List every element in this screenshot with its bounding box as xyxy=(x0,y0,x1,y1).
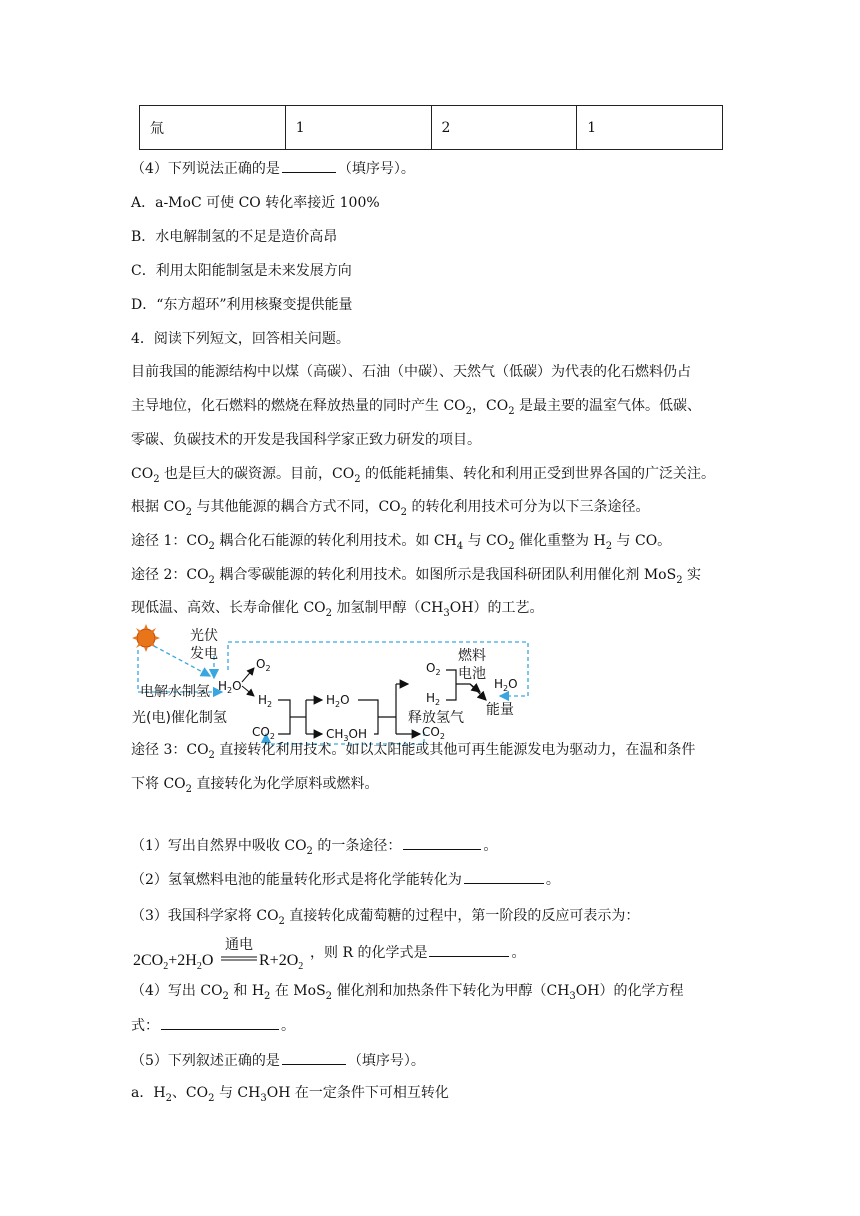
text: 加氢制甲醇（CH xyxy=(332,600,444,616)
text: 催化剂和加热条件下转化为甲醇（CH xyxy=(332,983,570,999)
subscript: 2 xyxy=(400,506,408,518)
subscript: 2 xyxy=(508,540,515,552)
pv-label: 光伏 xyxy=(190,628,218,644)
question-1 xyxy=(131,835,497,862)
route-1 xyxy=(131,531,671,557)
table-cell: 1 xyxy=(577,106,723,150)
text: 和 H xyxy=(228,983,265,999)
text: 、CO xyxy=(171,1085,209,1101)
route-2-line1 xyxy=(131,565,701,591)
subscript: 2 xyxy=(185,783,193,795)
answer-blank[interactable] xyxy=(403,835,481,850)
subscript: 2 xyxy=(222,990,229,1002)
text: （填序号）。 xyxy=(337,161,415,177)
text: 的转化利用技术可分为以下三条途径。 xyxy=(407,499,650,515)
subscript: 2 xyxy=(605,540,613,552)
text: 也是巨大的碳资源。目前，CO xyxy=(159,466,355,482)
text: 直接转化为化学原料或燃料。 xyxy=(192,776,379,792)
problem-4-title: 4．阅读下列短文，回答相关问题。 xyxy=(131,331,350,347)
text: 根据 CO xyxy=(131,499,186,515)
question-5 xyxy=(131,1050,425,1071)
text: 与 CH xyxy=(214,1085,261,1101)
question-2 xyxy=(131,869,560,890)
answer-blank[interactable] xyxy=(282,1050,346,1065)
option-a: A．a-MoC 可使 CO 转化率接近 100% xyxy=(131,195,380,211)
subscript: 2 xyxy=(465,405,473,417)
text: 。 xyxy=(281,1018,295,1034)
text: 途径 3：CO xyxy=(131,742,209,758)
para1-line2 xyxy=(131,396,701,422)
question-4-line2 xyxy=(131,1015,295,1036)
route-3-line2 xyxy=(131,774,378,800)
text: a．H xyxy=(131,1085,166,1101)
subscript: 2 xyxy=(208,1092,215,1104)
subscript: 2 xyxy=(354,473,361,485)
subscript: 2 xyxy=(208,749,215,761)
co2-label: $CO_2$ xyxy=(252,725,275,741)
subscript: 2 xyxy=(208,574,215,586)
fuel-cell-label-2: 电池 xyxy=(458,666,486,682)
text: 途径 1：CO xyxy=(131,533,209,549)
table-cell: 氚 xyxy=(140,106,286,150)
text: 直接转化利用技术。如以太阳能或其他可再生能源发电为驱动力，在温和条件 xyxy=(214,742,696,758)
subscript: 2 xyxy=(185,506,193,518)
answer-blank[interactable] xyxy=(429,942,509,957)
o2-label: $O_2$ xyxy=(256,657,271,673)
text: 。 xyxy=(545,872,560,888)
subscript: 2 xyxy=(508,405,515,417)
question-5-option-a xyxy=(131,1083,449,1109)
text: （3）我国科学家将 CO xyxy=(131,908,279,924)
energy-label: 能量 xyxy=(486,702,514,718)
para2-line1 xyxy=(131,464,715,490)
text: （2）氢氧燃料电池的能量转化形式是将化学能转化为 xyxy=(131,872,462,888)
text: 主导地位，化石燃料的燃烧在释放热量的同时产生 CO xyxy=(131,398,466,414)
text: OH）的工艺。 xyxy=(449,600,544,616)
text: （填序号）。 xyxy=(347,1053,425,1069)
release-h2-label: 释放氢气 xyxy=(408,710,464,726)
text: ，CO xyxy=(472,398,509,414)
subscript: 2 xyxy=(306,845,313,857)
table-cell: 1 xyxy=(285,106,431,150)
h2-label: $H_2$ xyxy=(258,693,273,709)
sun-icon xyxy=(132,624,160,652)
option-c: C．利用太阳能制氢是未来发展方向 xyxy=(131,263,352,279)
electrolysis-label: 电解水制氢 xyxy=(140,684,210,700)
text: 途径 2：CO xyxy=(131,567,209,583)
text: 现低温、高效、长寿命催化 CO xyxy=(131,600,326,616)
route-2-line2 xyxy=(131,598,543,624)
subscript: 2 xyxy=(165,1092,172,1104)
text: 直接转化成葡萄糖的过程中，第一阶段的反应可表示为： xyxy=(284,908,640,924)
text: 与 CO xyxy=(463,533,509,549)
subscript: 3 xyxy=(443,607,450,619)
subscript: 2 xyxy=(325,990,333,1002)
text: OH）的化学方程 xyxy=(575,983,684,999)
q4-stem xyxy=(131,158,415,179)
condition-label: 通电 xyxy=(225,938,253,953)
answer-blank[interactable] xyxy=(464,869,544,884)
equation-right: $R+2O_2$ xyxy=(259,952,304,972)
subscript: 3 xyxy=(260,1092,267,1104)
text: 耦合化石能源的转化利用技术。如 CH xyxy=(214,533,457,549)
h2-right-label: $H_2$ xyxy=(426,691,441,707)
photocatalysis-label: 光(电)催化制氢 xyxy=(132,710,227,726)
option-d: D．“东方超环”利用核聚变提供能量 xyxy=(131,297,353,313)
para1-line3: 零碳、负碳技术的开发是我国科学家正致力研发的项目。 xyxy=(131,432,481,448)
text: （4）写出 CO xyxy=(131,983,223,999)
text: 式： xyxy=(131,1018,159,1034)
option-b: B．水电解制氢的不足是造价高昂 xyxy=(131,229,338,245)
text: 催化重整为 H xyxy=(514,533,606,549)
text: 是最主要的温室气体。低碳、 xyxy=(514,398,702,414)
text: 与 CO。 xyxy=(612,533,672,549)
h2o-label: $H_2O$ xyxy=(218,679,242,695)
subscript: 2 xyxy=(264,990,271,1002)
subscript: 2 xyxy=(208,540,215,552)
subscript: 2 xyxy=(153,473,160,485)
question-4-line1 xyxy=(131,981,683,1007)
text: CO xyxy=(131,466,154,482)
answer-blank[interactable] xyxy=(161,1015,279,1030)
table-cell: 2 xyxy=(431,106,577,150)
table-row xyxy=(140,106,723,150)
text: 的低能耗捕集、转化和利用正受到世界各国的广泛关注。 xyxy=(360,466,716,482)
ch3oh-label: $CH_3OH$ xyxy=(326,727,367,743)
text: 。 xyxy=(483,838,498,854)
question-3-tail xyxy=(310,942,525,963)
para1-line1: 目前我国的能源结构中以煤（高碳）、石油（中碳）、天然气（低碳）为代表的化石燃料仍占 xyxy=(131,364,691,380)
h2o-product-label: $H_2O$ xyxy=(326,693,350,709)
co2-right-label: $CO_2$ xyxy=(422,725,445,741)
isotope-table xyxy=(139,105,723,150)
text: （5）下列叙述正确的是 xyxy=(131,1053,280,1069)
text: 下将 CO xyxy=(131,776,186,792)
text: 的一条途径： xyxy=(312,838,402,854)
methanol-process-diagram xyxy=(130,622,550,752)
subscript: 2 xyxy=(676,574,683,586)
text: ，则 R 的化学式是 xyxy=(310,945,428,961)
text: OH 在一定条件下可相互转化 xyxy=(266,1085,449,1101)
text: 在 MoS xyxy=(270,983,326,999)
generation-label: 发电 xyxy=(190,646,218,662)
equation-left: $2CO_2+2H_2O$ xyxy=(133,952,214,972)
subscript: 2 xyxy=(278,915,285,927)
para2-line2 xyxy=(131,497,649,523)
text: （4）下列说法正确的是 xyxy=(131,161,280,177)
answer-blank[interactable] xyxy=(282,158,336,173)
text: 与其他能源的耦合方式不同，CO xyxy=(192,499,401,515)
fuel-cell-label-1: 燃料 xyxy=(458,648,486,664)
text: 耦合零碳能源的转化利用技术。如图所示是我国科研团队利用催化剂 MoS xyxy=(214,567,677,583)
text: （1）写出自然界中吸收 CO xyxy=(131,838,307,854)
text: 实 xyxy=(682,567,702,583)
route-3-line1 xyxy=(131,740,695,766)
subscript: 4 xyxy=(456,540,464,552)
subscript: 2 xyxy=(325,607,333,619)
text: 。 xyxy=(511,945,526,961)
h2o-out-label: $H_2O$ xyxy=(494,677,518,693)
question-3 xyxy=(131,906,639,932)
subscript: 3 xyxy=(569,990,576,1002)
o2-right-label: $O_2$ xyxy=(426,661,441,677)
